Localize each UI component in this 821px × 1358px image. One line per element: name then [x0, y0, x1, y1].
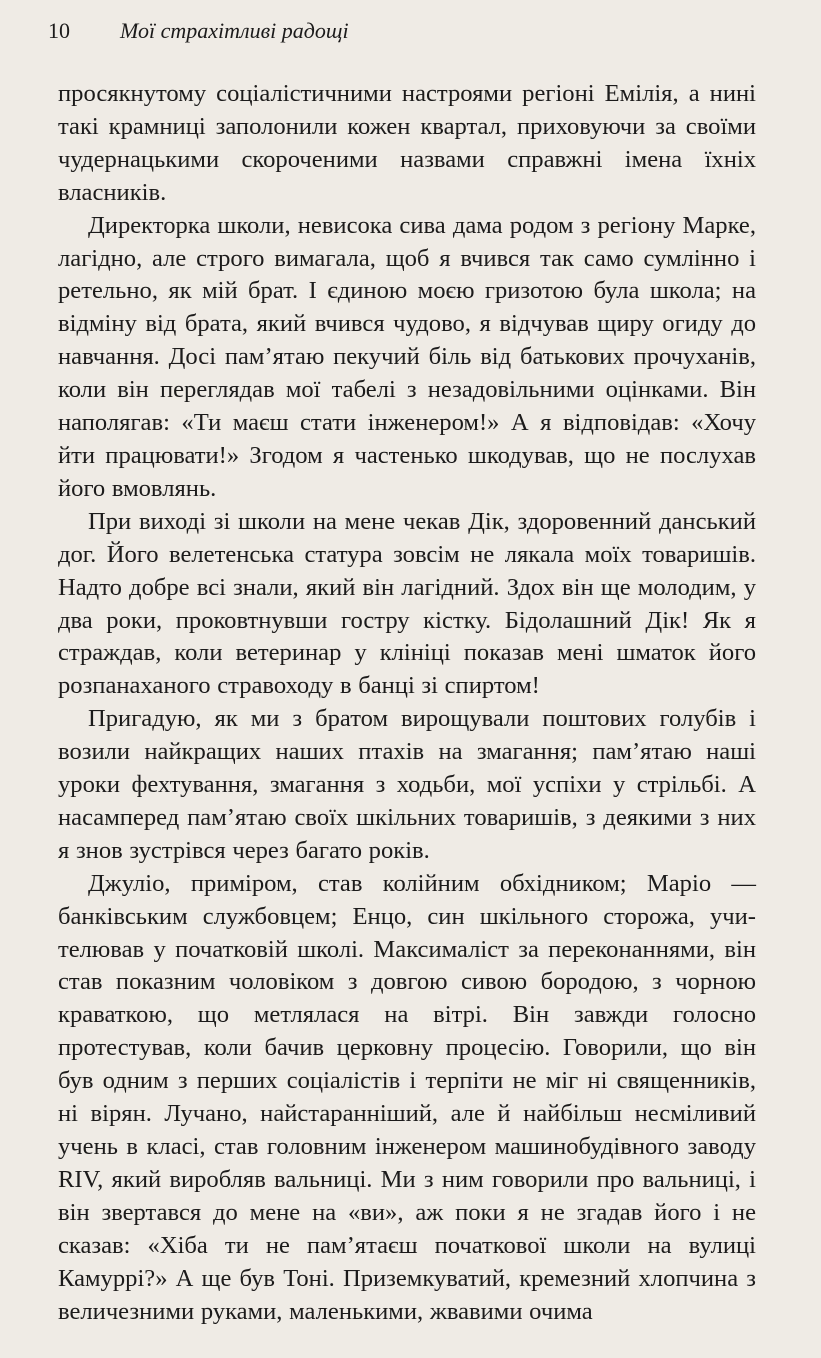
page-header	[40, 16, 781, 50]
body-text	[58, 78, 756, 1328]
paragraph-2: Директорка школи, невисока сива дама родом з регіону Марке, лагідно, але строго вимагала, щоб я вчився так само сумлінно і ретельно, як мій брат. І єдиною моєю гризотою була школа; на відміну від брата, який вчився чудово, я відчував щиру огиду до навчання. Досі пам’ятаю пекучий біль від батькових прочуханів, коли він переглядав мої табелі з незадовільними оцінками. Він наполягав: «Ти маєш стати інженером!» А я відповідав: «Хочу йти працювати!» Згодом я частенько шкодував, що не послухав його вмовлянь.	[58, 211, 756, 502]
paragraph-5: Джуліо, приміром, став колійним обхідником; Маріо — банківським службовцем; Енцо, син шкільного сторожа, учителював у початковій школі. Максималіст за переконаннями, він став показним чоловіком з довгою сивою бородою, з чорною краваткою, що метлялася на вітрі. Він завжди голосно протестував, коли бачив церковну процесію. Говорили, що він був одним з перших соціалістів і терпіти не міг ні священників, ні вірян. Лучано, найстаранніший, але й найбільш несміливий учень в класі, став головним інженером машинобудівного заводу RIV, який виробляв вальниці. Ми з ним говорили про вальниці, і він звертався до мене на «ви», аж поки я не згадав його і не сказав: «Хіба ти не пам’ятаєш початкової школи на вулиці Камуррі?» А ще був Тоні. Приземкуватий, кремезний хлопчина з величезними руками, маленькими, жвавими очима	[58, 869, 756, 1325]
paragraph-3: При виході зі школи на мене чекав Дік, здоровенний данський дог. Його велетенська статура зовсім не лякала моїх товаришів. Надто добре всі знали, який він лагідний. Здох він ще молодим, у два роки, проковтнувши гостру кістку. Бідолашний Дік! Як я страждав, коли ветеринар у клініці показав мені шматок його розпанаханого стравоходу в банці зі спиртом!	[58, 507, 756, 700]
page-number: 10	[48, 18, 70, 43]
paragraph-4: Пригадую, як ми з братом вирощували поштових голубів і возили найкращих наших птахів на змагання; пам’ятаю наші уроки фехтування, змагання з ходьби, мої успіхи у стрільбі. А насамперед пам’ятаю своїх шкільних товаришів, з деякими з них я знов зустрівся через багато років.	[58, 705, 756, 864]
running-title: Мої страхітливі радощі	[120, 18, 349, 43]
paragraph-1: просякнутому соціалістичними настроями регіоні Емілія, а нині такі крамниці заполонили кожен квартал, приховуючи за своїми чудернацькими скороченими назвами справжні імена їхніх власників.	[58, 80, 756, 206]
